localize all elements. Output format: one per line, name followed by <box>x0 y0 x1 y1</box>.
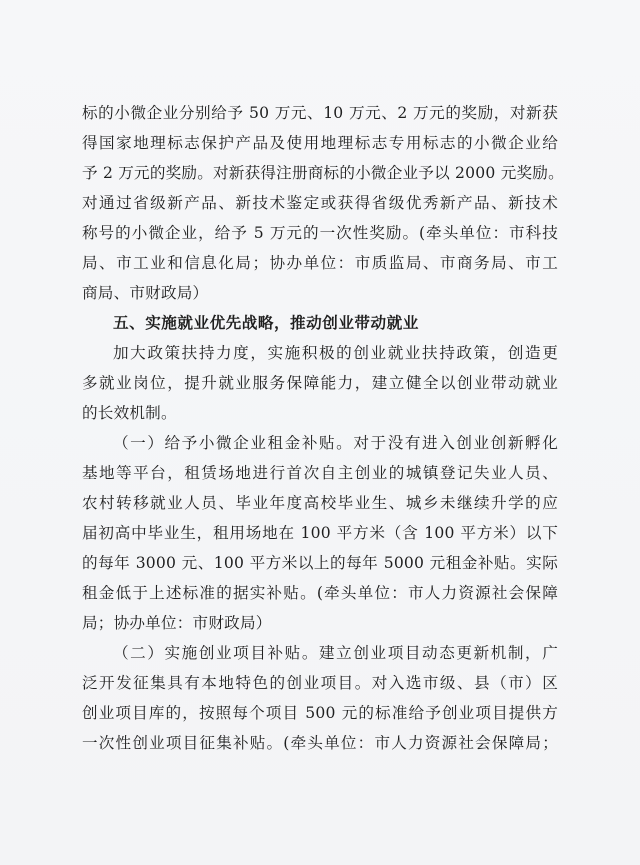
text-line: （一）给予小微企业租金补贴。对于没有进入创业创新孵化 <box>113 434 558 452</box>
text-line: 商局、市财政局） <box>82 284 209 302</box>
text-line: 的每年 3000 元、100 平方米以上的每年 5000 元租金补贴。实际 <box>82 554 558 572</box>
text-line: 多就业岗位，提升就业服务保障能力，建立健全以创业带动就业 <box>82 374 558 392</box>
text-line: 届初高中毕业生，租用场地在 100 平方米（含 100 平方米）以下 <box>82 524 558 542</box>
text-line: 局、市工业和信息化局；协办单位：市质监局、市商务局、市工 <box>82 254 558 272</box>
text-line: 一次性创业项目征集补贴。(牵头单位：市人力资源社会保障局； <box>82 734 558 752</box>
text-line: 基地等平台，租赁场地进行首次自主创业的城镇登记失业人员、 <box>82 464 558 482</box>
text-line: 的长效机制。 <box>82 404 177 422</box>
text-line: 创业项目库的，按照每个项目 500 元的标准给予创业项目提供方 <box>82 704 558 722</box>
text-line: 称号的小微企业，给予 5 万元的一次性奖励。(牵头单位：市科技 <box>82 224 558 242</box>
text-line: 予 2 万元的奖励。对新获得注册商标的小微企业予以 2000 元奖励。 <box>82 164 564 182</box>
text-line: 租金低于上述标准的据实补贴。(牵头单位：市人力资源社会保障 <box>82 584 558 602</box>
text-line: 标的小微企业分别给予 50 万元、10 万元、2 万元的奖励，对新获 <box>82 104 558 122</box>
text-line: （二）实施创业项目补贴。建立创业项目动态更新机制，广 <box>113 644 558 662</box>
text-line: 农村转移就业人员、毕业年度高校毕业生、城乡未继续升学的应 <box>82 494 558 512</box>
text-line: 加大政策扶持力度，实施积极的创业就业扶持政策，创造更 <box>113 344 558 362</box>
section-heading: 五、实施就业优先战略，推动创业带动就业 <box>113 314 419 332</box>
text-line: 对通过省级新产品、新技术鉴定或获得省级优秀新产品、新技术 <box>82 194 558 212</box>
text-line: 得国家地理标志保护产品及使用地理标志专用标志的小微企业给 <box>82 134 558 152</box>
document-body <box>82 98 564 758</box>
text-line: 泛开发征集具有本地特色的创业项目。对入选市级、县（市）区 <box>82 674 558 692</box>
text-line: 局；协办单位：市财政局） <box>82 614 272 632</box>
